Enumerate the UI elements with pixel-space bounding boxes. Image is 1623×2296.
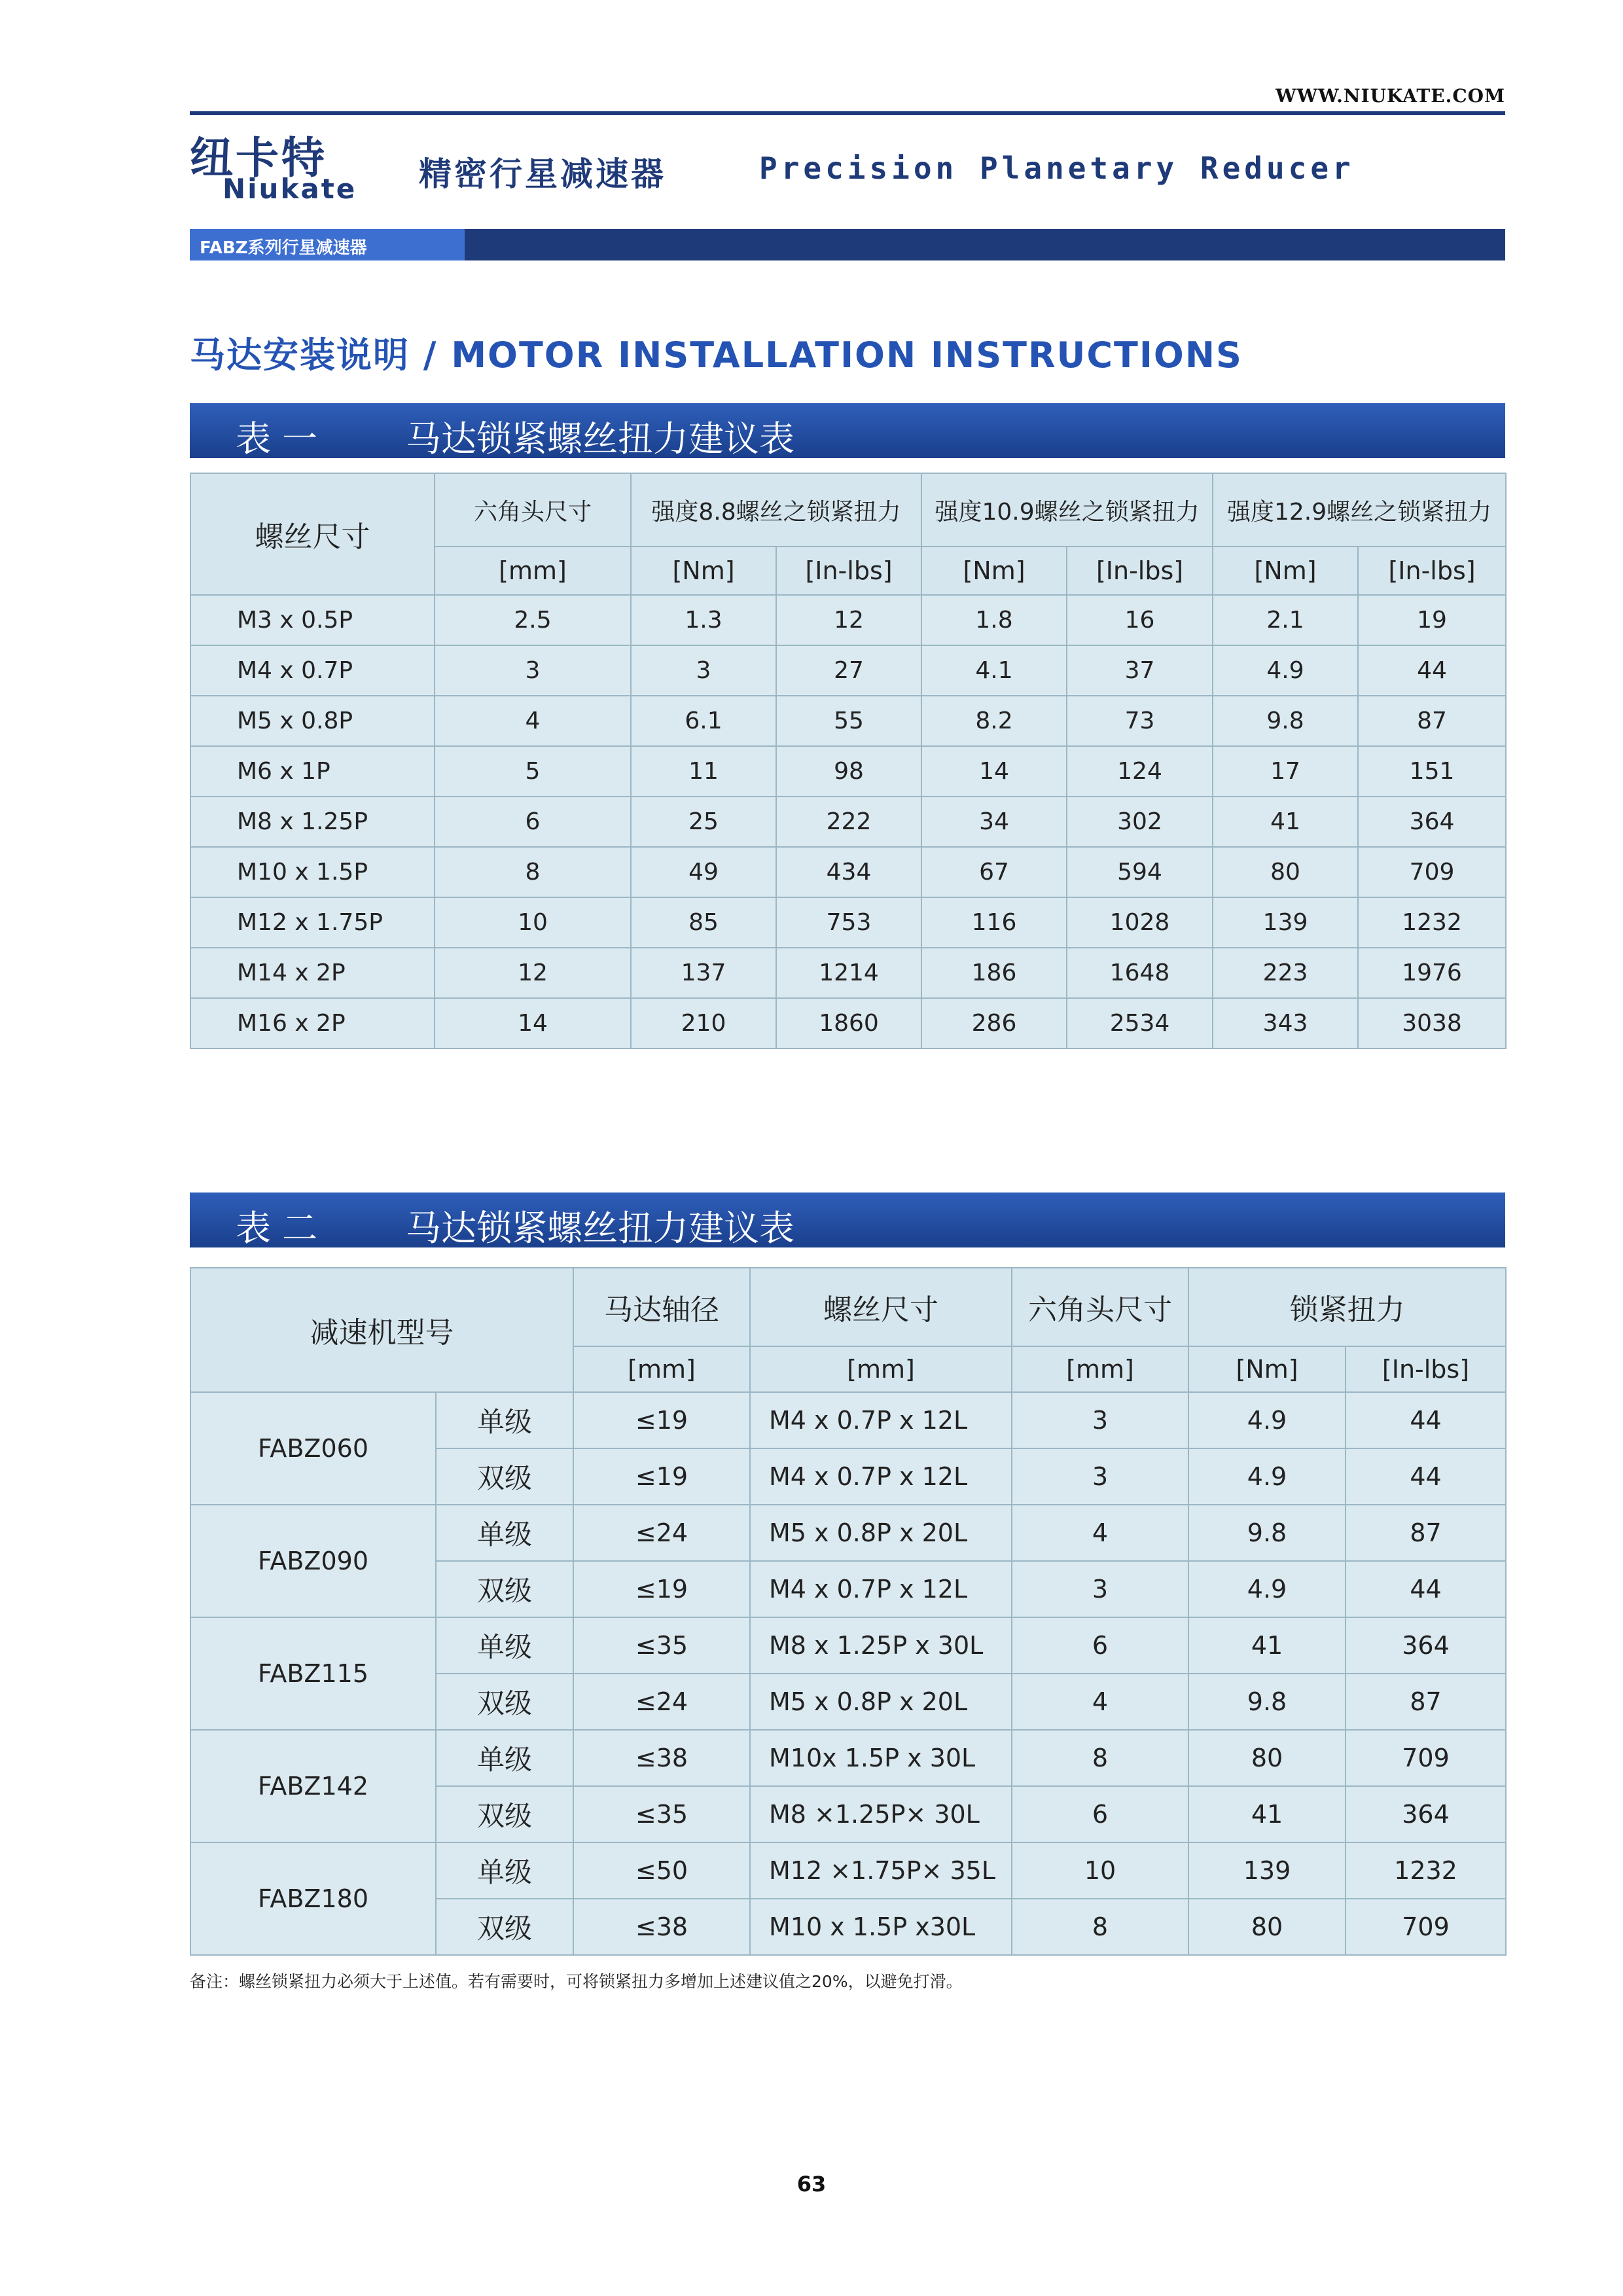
unit-inlbs: [In-lbs] <box>1346 1346 1506 1392</box>
torque-inlbs-cell: 709 <box>1346 1899 1506 1955</box>
table-row <box>190 1505 1506 1561</box>
torque-nm-cell: 139 <box>1188 1842 1346 1899</box>
hex-size-cell: 8 <box>1012 1730 1188 1786</box>
table-cell: 210 <box>631 998 776 1049</box>
header-screw-size: 螺丝尺寸 <box>750 1268 1012 1346</box>
torque-nm-cell: 4.9 <box>1188 1448 1346 1505</box>
hex-size-cell: 3 <box>1012 1561 1188 1617</box>
brand-logo-cn: 纽卡特 <box>190 132 327 183</box>
torque-nm-cell: 9.8 <box>1188 1674 1346 1730</box>
unit-inlbs: [In-lbs] <box>1067 547 1213 595</box>
table-cell: 1976 <box>1358 948 1506 998</box>
table-cell: 302 <box>1067 797 1213 847</box>
table-cell: 139 <box>1213 897 1358 948</box>
screw-size-cell: M16 x 2P <box>190 998 435 1049</box>
hex-size-cell: 3 <box>1012 1392 1188 1448</box>
unit-mm: [mm] <box>435 547 631 595</box>
shaft-diameter-cell: ≤19 <box>573 1448 750 1505</box>
screw-size-cell: M10x 1.5P x 30L <box>750 1730 1012 1786</box>
torque-inlbs-cell: 44 <box>1346 1448 1506 1505</box>
hex-size-cell: 8 <box>1012 1899 1188 1955</box>
table-cell: 222 <box>776 797 921 847</box>
torque-inlbs-cell: 364 <box>1346 1617 1506 1674</box>
stage-cell: 双级 <box>436 1448 573 1505</box>
table-cell: 4.9 <box>1213 645 1358 696</box>
table-cell: 25 <box>631 797 776 847</box>
reducer-model-cell: FABZ180 <box>190 1842 436 1955</box>
header-screw-size: 螺丝尺寸 <box>190 473 435 595</box>
unit-nm: [Nm] <box>1188 1346 1346 1392</box>
series-label: FABZ系列行星减速器 <box>200 238 367 258</box>
shaft-diameter-cell: ≤50 <box>573 1842 750 1899</box>
shaft-diameter-cell: ≤19 <box>573 1561 750 1617</box>
header-grade-12-9: 强度12.9螺丝之锁紧扭力 <box>1213 473 1506 547</box>
table-row <box>190 797 1506 847</box>
shaft-diameter-cell: ≤35 <box>573 1617 750 1674</box>
screw-size-cell: M8 x 1.25P x 30L <box>750 1617 1012 1674</box>
stage-cell: 单级 <box>436 1730 573 1786</box>
table-row <box>190 746 1506 797</box>
screw-size-cell: M6 x 1P <box>190 746 435 797</box>
table-cell: 137 <box>631 948 776 998</box>
table-cell: 3038 <box>1358 998 1506 1049</box>
table-row <box>190 897 1506 948</box>
torque-nm-cell: 80 <box>1188 1899 1346 1955</box>
reducer-model-cell: FABZ115 <box>190 1617 436 1730</box>
torque-nm-cell: 9.8 <box>1188 1505 1346 1561</box>
table-cell: 6.1 <box>631 696 776 746</box>
shaft-diameter-cell: ≤24 <box>573 1505 750 1561</box>
table-cell: 5 <box>435 746 631 797</box>
unit-nm: [Nm] <box>1213 547 1358 595</box>
table1-banner-number: 表 一 <box>236 418 318 459</box>
table-cell: 34 <box>921 797 1067 847</box>
screw-size-cell: M4 x 0.7P x 12L <box>750 1448 1012 1505</box>
screw-size-cell: M8 x 1.25P <box>190 797 435 847</box>
table-cell: 116 <box>921 897 1067 948</box>
table-cell: 186 <box>921 948 1067 998</box>
table-cell: 709 <box>1358 847 1506 897</box>
shaft-diameter-cell: ≤19 <box>573 1392 750 1448</box>
table-cell: 753 <box>776 897 921 948</box>
header-reducer-model: 减速机型号 <box>190 1268 573 1392</box>
table-cell: 3 <box>631 645 776 696</box>
table-cell: 364 <box>1358 797 1506 847</box>
screw-size-cell: M5 x 0.8P x 20L <box>750 1674 1012 1730</box>
unit-mm: [mm] <box>1012 1346 1188 1392</box>
torque-inlbs-cell: 44 <box>1346 1392 1506 1448</box>
torque-inlbs-cell: 87 <box>1346 1674 1506 1730</box>
table-cell: 11 <box>631 746 776 797</box>
table-cell: 37 <box>1067 645 1213 696</box>
stage-cell: 双级 <box>436 1674 573 1730</box>
torque-inlbs-cell: 87 <box>1346 1505 1506 1561</box>
screw-size-cell: M5 x 0.8P x 20L <box>750 1505 1012 1561</box>
website-url: WWW.NIUKATE.COM <box>1275 85 1505 107</box>
header-shaft-diameter: 马达轴径 <box>573 1268 750 1346</box>
stage-cell: 单级 <box>436 1842 573 1899</box>
hex-size-cell: 10 <box>1012 1842 1188 1899</box>
screw-size-cell: M8 ×1.25P× 30L <box>750 1786 1012 1842</box>
header-hex-size: 六角头尺寸 <box>435 473 631 547</box>
table-row <box>190 998 1506 1049</box>
table-cell: 434 <box>776 847 921 897</box>
header-grade-10-9: 强度10.9螺丝之锁紧扭力 <box>921 473 1213 547</box>
table-cell: 9.8 <box>1213 696 1358 746</box>
torque-nm-cell: 4.9 <box>1188 1392 1346 1448</box>
table-cell: 6 <box>435 797 631 847</box>
table-cell: 151 <box>1358 746 1506 797</box>
header-grade-8-8: 强度8.8螺丝之锁紧扭力 <box>631 473 921 547</box>
table-cell: 17 <box>1213 746 1358 797</box>
header-lock-torque: 锁紧扭力 <box>1188 1268 1506 1346</box>
table-cell: 16 <box>1067 595 1213 645</box>
stage-cell: 单级 <box>436 1617 573 1674</box>
stage-cell: 双级 <box>436 1786 573 1842</box>
table-row <box>190 1392 1506 1448</box>
table-cell: 80 <box>1213 847 1358 897</box>
table-cell: 67 <box>921 847 1067 897</box>
hex-size-cell: 6 <box>1012 1617 1188 1674</box>
unit-inlbs: [In-lbs] <box>776 547 921 595</box>
section-title: 马达安装说明 / MOTOR INSTALLATION INSTRUCTIONS <box>190 334 1243 376</box>
hex-size-cell: 4 <box>1012 1505 1188 1561</box>
table-cell: 2534 <box>1067 998 1213 1049</box>
table-cell: 4.1 <box>921 645 1067 696</box>
table-cell: 14 <box>921 746 1067 797</box>
table-cell: 1.8 <box>921 595 1067 645</box>
hex-size-cell: 3 <box>1012 1448 1188 1505</box>
table-cell: 85 <box>631 897 776 948</box>
product-title-en: Precision Planetary Reducer <box>759 151 1355 186</box>
screw-torque-table <box>190 473 1507 1049</box>
torque-inlbs-cell: 44 <box>1346 1561 1506 1617</box>
table-cell: 27 <box>776 645 921 696</box>
torque-inlbs-cell: 709 <box>1346 1730 1506 1786</box>
table-cell: 87 <box>1358 696 1506 746</box>
table2-banner-number: 表 二 <box>236 1208 318 1249</box>
unit-mm: [mm] <box>750 1346 1012 1392</box>
screw-size-cell: M4 x 0.7P x 12L <box>750 1392 1012 1448</box>
screw-size-cell: M5 x 0.8P <box>190 696 435 746</box>
stage-cell: 双级 <box>436 1561 573 1617</box>
reducer-model-cell: FABZ142 <box>190 1730 436 1842</box>
table-row <box>190 948 1506 998</box>
table-cell: 49 <box>631 847 776 897</box>
screw-size-cell: M3 x 0.5P <box>190 595 435 645</box>
reducer-model-cell: FABZ060 <box>190 1392 436 1505</box>
table-cell: 286 <box>921 998 1067 1049</box>
table-cell: 4 <box>435 696 631 746</box>
header-divider <box>190 111 1505 115</box>
screw-size-cell: M4 x 0.7P x 12L <box>750 1561 1012 1617</box>
screw-size-cell: M10 x 1.5P <box>190 847 435 897</box>
unit-nm: [Nm] <box>921 547 1067 595</box>
screw-size-cell: M10 x 1.5P x30L <box>750 1899 1012 1955</box>
table-cell: 1214 <box>776 948 921 998</box>
shaft-diameter-cell: ≤35 <box>573 1786 750 1842</box>
unit-inlbs: [In-lbs] <box>1358 547 1506 595</box>
table-row <box>190 595 1506 645</box>
shaft-diameter-cell: ≤38 <box>573 1899 750 1955</box>
header-hex-size: 六角头尺寸 <box>1012 1268 1188 1346</box>
table-cell: 223 <box>1213 948 1358 998</box>
table-row <box>190 696 1506 746</box>
table2-banner-title: 马达锁紧螺丝扭力建议表 <box>406 1208 794 1249</box>
table-cell: 1028 <box>1067 897 1213 948</box>
screw-size-cell: M14 x 2P <box>190 948 435 998</box>
stage-cell: 双级 <box>436 1899 573 1955</box>
table-row <box>190 1842 1506 1899</box>
page-number: 63 <box>796 2172 827 2197</box>
table-cell: 98 <box>776 746 921 797</box>
product-title-cn: 精密行星减速器 <box>419 155 666 193</box>
table-cell: 19 <box>1358 595 1506 645</box>
reducer-model-cell: FABZ090 <box>190 1505 436 1617</box>
torque-nm-cell: 41 <box>1188 1786 1346 1842</box>
shaft-diameter-cell: ≤24 <box>573 1674 750 1730</box>
table-cell: 2.1 <box>1213 595 1358 645</box>
hex-size-cell: 6 <box>1012 1786 1188 1842</box>
table-cell: 124 <box>1067 746 1213 797</box>
torque-inlbs-cell: 364 <box>1346 1786 1506 1842</box>
unit-nm: [Nm] <box>631 547 776 595</box>
screw-size-cell: M4 x 0.7P <box>190 645 435 696</box>
screw-size-cell: M12 x 1.75P <box>190 897 435 948</box>
table-cell: 12 <box>435 948 631 998</box>
torque-nm-cell: 41 <box>1188 1617 1346 1674</box>
table-cell: 14 <box>435 998 631 1049</box>
table-cell: 12 <box>776 595 921 645</box>
footnote: 备注：螺丝锁紧扭力必须大于上述值。若有需要时，可将锁紧扭力多增加上述建议值之20%，以避免打滑。 <box>190 1972 963 1991</box>
table-cell: 8 <box>435 847 631 897</box>
table-cell: 2.5 <box>435 595 631 645</box>
table-cell: 343 <box>1213 998 1358 1049</box>
table-cell: 1.3 <box>631 595 776 645</box>
table1-banner-title: 马达锁紧螺丝扭力建议表 <box>406 418 794 459</box>
shaft-diameter-cell: ≤38 <box>573 1730 750 1786</box>
stage-cell: 单级 <box>436 1505 573 1561</box>
table-cell: 73 <box>1067 696 1213 746</box>
hex-size-cell: 4 <box>1012 1674 1188 1730</box>
table-cell: 44 <box>1358 645 1506 696</box>
reducer-motor-torque-table <box>190 1267 1507 1956</box>
table-row <box>190 645 1506 696</box>
brand-logo-en: Niukate <box>223 173 357 205</box>
table-cell: 594 <box>1067 847 1213 897</box>
table-cell: 1232 <box>1358 897 1506 948</box>
table-row <box>190 1730 1506 1786</box>
table-cell: 10 <box>435 897 631 948</box>
torque-nm-cell: 80 <box>1188 1730 1346 1786</box>
table-row <box>190 847 1506 897</box>
screw-size-cell: M12 ×1.75P× 35L <box>750 1842 1012 1899</box>
table-cell: 1860 <box>776 998 921 1049</box>
stage-cell: 单级 <box>436 1392 573 1448</box>
torque-inlbs-cell: 1232 <box>1346 1842 1506 1899</box>
unit-mm: [mm] <box>573 1346 750 1392</box>
table-cell: 1648 <box>1067 948 1213 998</box>
table-row <box>190 1617 1506 1674</box>
torque-nm-cell: 4.9 <box>1188 1561 1346 1617</box>
table-cell: 55 <box>776 696 921 746</box>
table-cell: 41 <box>1213 797 1358 847</box>
table-cell: 3 <box>435 645 631 696</box>
table-cell: 8.2 <box>921 696 1067 746</box>
